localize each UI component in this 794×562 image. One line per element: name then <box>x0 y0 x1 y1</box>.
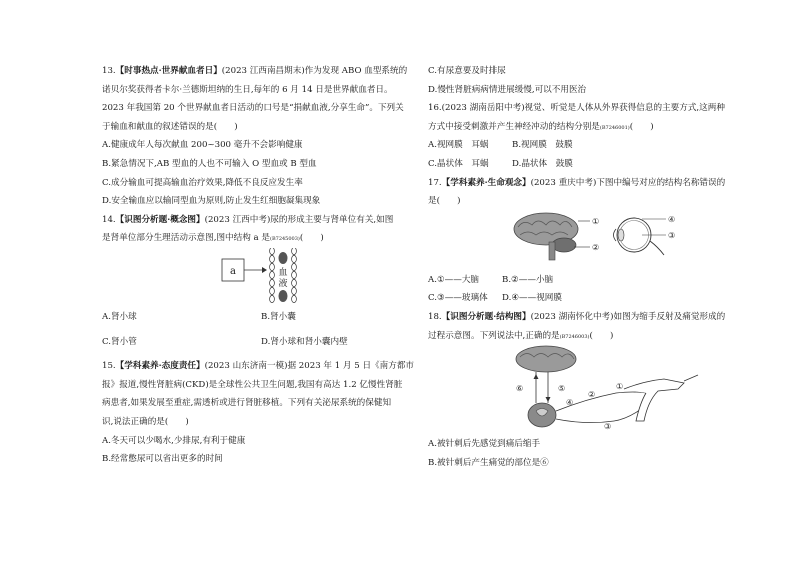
q17-option-a: A.①——大脑 <box>428 274 480 285</box>
q13-line3: 2023 年我国第 20 个世界献血者日活动的口号是“捐献血液,分享生命”。下列关 <box>102 103 404 114</box>
q15-line3: 病患者,如果发展至重症,需透析或进行肾脏移植。下列有关泌尿系统的保健知 <box>102 398 392 409</box>
q18-line2 <box>428 327 724 346</box>
motor-nerve <box>556 407 644 423</box>
nephron-diagram <box>102 248 420 308</box>
q13-option-d: D.安全输血应以输同型血为原则,防止发生红细胞凝集现象 <box>102 196 321 207</box>
q18-line1 <box>428 308 724 327</box>
q13-option-a: A.健康成年人每次献血 200~300 毫升不会影响健康 <box>102 140 303 151</box>
q16-options-row1 <box>428 136 724 155</box>
q17-line2: 是( ) <box>428 196 461 207</box>
question-16 <box>428 99 724 173</box>
q13-line2: 诺贝尔奖获得者卡尔·兰德斯坦纳的生日,每年的 6 月 14 日是世界献血者日。 <box>102 84 393 95</box>
q15-tag: 【学科素养·态度责任】 <box>115 361 205 372</box>
marker-2: ② <box>592 242 600 252</box>
q13-line1 <box>102 62 420 81</box>
q14-text2: 是肾单位部分生理活动示意图,图中结构 a 是 <box>102 233 271 244</box>
q16-options-row2 <box>428 155 724 174</box>
q15-option-c: C.有尿意要及时排尿 <box>428 66 506 76</box>
q17-option-d: D.④——视网膜 <box>502 293 562 304</box>
q17-option-b: B.②——小脑 <box>502 274 554 285</box>
q14-line2 <box>102 229 420 248</box>
q17-options-row1 <box>428 271 724 290</box>
q16-option-a: A.视网膜 耳蜗 <box>428 140 489 151</box>
question-15 <box>102 357 420 469</box>
brain-eye-diagram <box>428 211 724 271</box>
q14-text1: (2023 江西中考)尿的形成主要与肾单位有关,如图 <box>204 214 394 225</box>
q14-options-row2 <box>102 333 420 352</box>
q16-paren: ( ) <box>629 121 654 132</box>
marker-6: ⑥ <box>516 384 524 394</box>
q14-option-a: A.肾小球 <box>102 311 137 322</box>
cornea-shape <box>614 229 617 241</box>
q14-option-d: D.肾小球和肾小囊内壁 <box>261 336 348 347</box>
optic-nerve-shape <box>650 241 664 255</box>
q16-option-b: B.视网膜 鼓膜 <box>512 140 573 151</box>
q17-text1: (2023 重庆中考)下图中编号对应的结构名称错误的 <box>530 177 726 188</box>
marker-5: ⑤ <box>558 384 566 394</box>
q16-number: 16. <box>428 103 442 114</box>
blood-cell-bottom <box>279 290 288 302</box>
structure-a-label: a <box>230 265 236 277</box>
q17-options-row2 <box>428 289 724 308</box>
q13-line4: 于输血和献血的叙述错误的是( ) <box>102 121 238 132</box>
marker-3: ③ <box>604 422 612 432</box>
blood-cell-top <box>279 252 288 264</box>
q16-code: (B7246001) <box>599 124 630 131</box>
marker-4: ④ <box>668 214 676 224</box>
reflex-figure <box>428 345 724 435</box>
q16-line1 <box>428 99 724 118</box>
q16-option-d: D.晶状体 鼓膜 <box>512 158 573 169</box>
q14-line1 <box>102 211 420 230</box>
q14-number: 14. <box>102 214 116 225</box>
blood-label-1: 血 <box>278 267 288 278</box>
marker-1: ① <box>616 382 624 392</box>
q13-number: 13. <box>102 66 116 76</box>
q16-line2 <box>428 118 724 137</box>
q18-number: 18. <box>428 311 442 322</box>
q13-tag: 【时事热点·世界献血者日】 <box>115 66 222 76</box>
q13-text1: (2023 江西南昌期末)作为发现 ABO 血型系统的 <box>221 66 408 76</box>
vessel-wall-right <box>292 248 297 303</box>
marker-1: ① <box>592 216 600 226</box>
q15-text1: (2023 山东济南一模)据 2023 年 1 月 5 日《南方都市 <box>204 361 415 372</box>
q18-text2: 过程示意图。下列说法中,正确的是 <box>428 330 560 341</box>
q16-option-c: C.晶状体 耳蜗 <box>428 158 489 169</box>
arrow-head-icon <box>262 267 267 273</box>
brainstem-shape <box>549 242 555 260</box>
question-14 <box>102 211 420 357</box>
arm-illustration <box>624 379 684 421</box>
q17-option-c: C.③——玻璃体 <box>428 293 488 304</box>
q18-text1: (2023 湖南怀化中考)如图为缩手反射及痛觉形成的 <box>530 311 726 322</box>
q15-line1 <box>102 357 420 376</box>
lens-shape <box>618 229 624 241</box>
q17-number: 17. <box>428 177 442 188</box>
reflex-arc-diagram <box>428 345 724 435</box>
q15-line2: 报》报道,慢性肾脏病(CKD)是全球性公共卫生问题,我国有高达 1.2 亿慢性肾脏 <box>102 379 403 390</box>
q14-paren: ( ) <box>299 233 324 244</box>
question-17 <box>428 174 724 308</box>
q15-number: 15. <box>102 361 116 372</box>
q18-tag: 【识图分析题·结构图】 <box>441 311 531 322</box>
q18-paren: ( ) <box>589 330 614 341</box>
q14-code: (B7245003) <box>270 236 300 243</box>
q15-line4: 识,说法正确的是( ) <box>102 416 189 427</box>
question-18 <box>428 308 724 472</box>
q18-option-b: B.被针刺后产生痛觉的部位是⑥ <box>428 457 549 468</box>
needle-shape <box>684 375 698 381</box>
q17-line1 <box>428 174 724 193</box>
q15-option-d: D.慢性肾脏病病情进展缓慢,可以不用医治 <box>428 84 587 95</box>
marker-3: ③ <box>668 230 676 240</box>
q15-option-b: B.经常憋尿可以省出更多的时间 <box>102 454 223 465</box>
left-column <box>102 62 420 469</box>
q14-option-b: B.肾小囊 <box>261 311 296 322</box>
question-13 <box>102 62 420 211</box>
q14-option-c: C.肾小管 <box>102 336 137 347</box>
q13-option-c: C.成分输血可提高输血治疗效果,降低不良反应发生率 <box>102 177 303 188</box>
q14-options-row1 <box>102 308 420 327</box>
q18-code: (B7246003) <box>559 333 590 340</box>
eyeball-illustration <box>614 218 665 255</box>
vessel-wall-left <box>270 248 275 303</box>
q18-option-a: A.被针刺后先感觉到痛后缩手 <box>428 439 541 450</box>
brain-eye-figure <box>428 211 724 271</box>
reflex-brain-illustration <box>516 346 576 372</box>
q15-option-a: A.冬天可以少喝水,少排尿,有利于健康 <box>102 435 246 446</box>
marker-4: ④ <box>566 398 574 408</box>
marker-2: ② <box>588 390 596 400</box>
q16-text2: 方式中接受刺激并产生神经冲动的结构分别是 <box>428 121 600 132</box>
brain-illustration <box>514 213 578 260</box>
q14-tag: 【识图分析题·概念图】 <box>115 214 205 225</box>
q16-text1: (2023 湖南岳阳中考)视觉、听觉是人体从外界获得信息的主要方式,这两种 <box>441 103 725 114</box>
blood-label-2: 液 <box>278 278 288 289</box>
nephron-figure <box>102 248 420 308</box>
q13-option-b: B.紧急情况下,AB 型血的人也不可输入 O 型血或 B 型血 <box>102 158 317 169</box>
q17-tag: 【学科素养·生命观念】 <box>441 177 531 188</box>
right-column <box>428 62 724 472</box>
cerebellum-shape <box>552 238 576 252</box>
